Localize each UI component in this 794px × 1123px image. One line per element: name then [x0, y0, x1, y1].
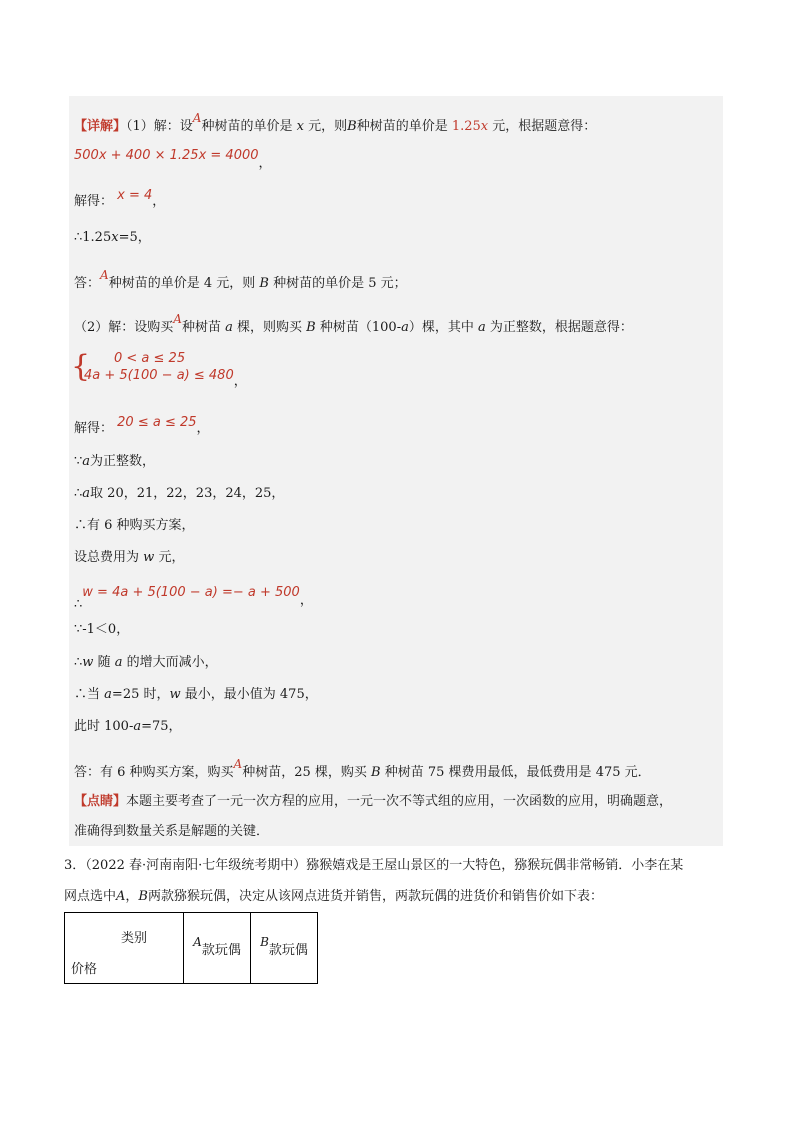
table-col-b: B款玩偶: [251, 913, 318, 984]
system-brace: {: [71, 349, 91, 384]
therefore-line-2: ∴a取 20，21，22，23，24，25，: [74, 486, 285, 501]
solve-line-2: 解得： 20 ≤ a ≤ 25，: [74, 415, 210, 436]
system-line-1: 0 < a ≤ 25: [114, 351, 186, 366]
cost-equation: ∴w = 4a + 5(100 − a) =− a + 500，: [74, 585, 313, 612]
detail-tag: 【详解】: [74, 119, 127, 134]
equation-1: 500x + 400 × 1.25x = 4000，: [74, 148, 272, 171]
table-col-a: A款玩偶: [184, 913, 251, 984]
table-header-diagonal: 类别 价格: [65, 913, 184, 984]
therefore-line-1: ∴1.25x=5，: [74, 230, 151, 245]
let-w-line: 设总费用为 w 元，: [74, 550, 185, 565]
answer-2: 答：有 6 种购买方案，购买A种树苗，25 棵，购买 B 种树苗 75 棵费用最低，最低费用是 475 元．: [74, 757, 651, 780]
therefore-line-3: ∴有 6 种购买方案，: [74, 518, 195, 533]
because-line-1: ∵a为正整数，: [74, 454, 156, 469]
comment-tag: 【点睛】: [74, 794, 127, 809]
part2-intro: （2）解：设购买A种树苗 a 棵，则购买 B 种树苗（100-a）棵，其中 a 为正整数，根据题意得：: [74, 312, 633, 335]
answer-1: 答：A种树苗的单价是 4 元，则 B 种树苗的单价是 5 元；: [74, 268, 407, 291]
price-table: [64, 912, 318, 984]
therefore-line-5: ∴w 随 a 的增大而减小，: [74, 655, 218, 670]
because-line-2: ∵-1＜0，: [74, 622, 130, 637]
solve-line-1: 解得： x = 4，: [74, 188, 166, 209]
comment-line-1: 【点睛】本题主要考查了一元一次方程的应用，一元一次不等式组的应用，一次函数的应用，明确题意，: [74, 794, 673, 809]
table-row: [65, 913, 318, 984]
system-line-2: 4a + 5(100 − a) ≤ 480，: [84, 368, 247, 389]
comment-line-2: 准确得到数量关系是解题的关键．: [74, 824, 270, 839]
problem3-line-1: 3．（2022 春·河南南阳·七年级统考期中）猕猴嬉戏是王屋山景区的一大特色，猕猴玩偶非常畅销．小李在某: [64, 858, 684, 873]
therefore-line-6: ∴当 a=25 时，w 最小，最小值为 475，: [74, 687, 318, 702]
problem3-line-2: 网点选中A，B两款猕猴玩偶，决定从该网点进货并销售，两款玩偶的进货价和销售价如下表：: [64, 889, 603, 904]
then-line: 此时 100-a=75，: [74, 719, 182, 734]
detail-intro-line: 【详解】（1）解：设A种树苗的单价是 x 元，则B种树苗的单价是 1.25x 元，根据题意得：: [74, 111, 597, 134]
